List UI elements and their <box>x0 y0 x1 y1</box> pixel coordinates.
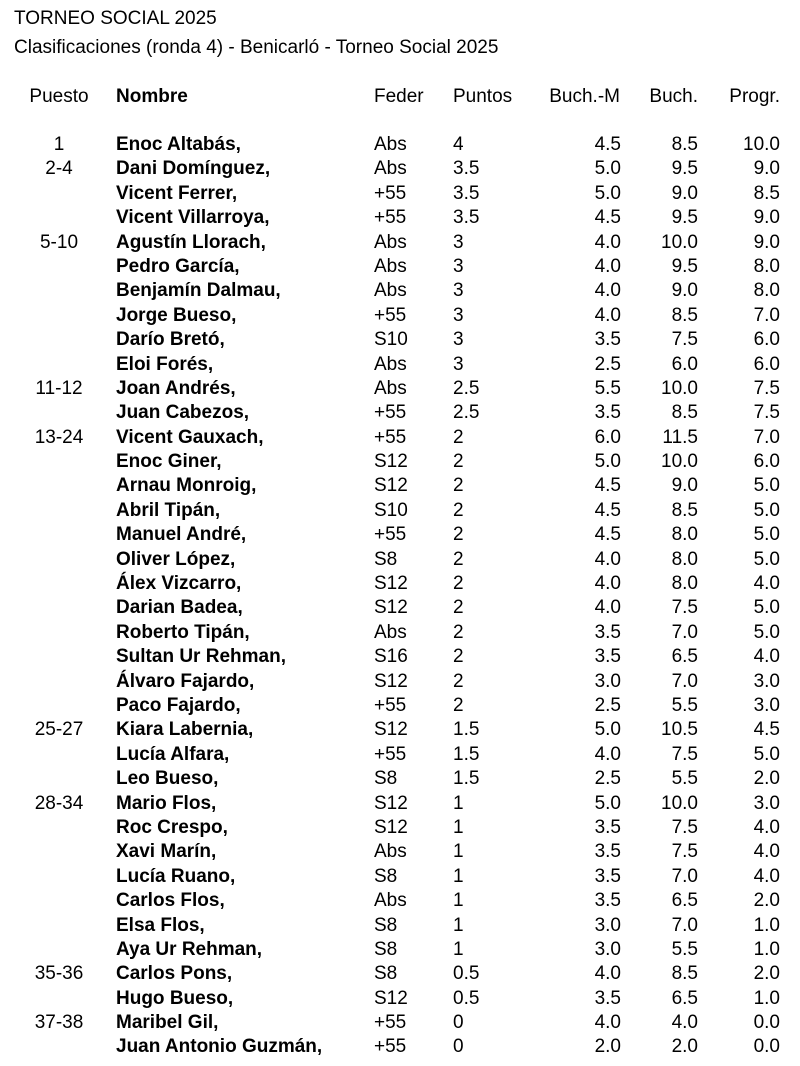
cell-progr: 2.0 <box>753 768 780 790</box>
cell-feder: S8 <box>374 768 398 790</box>
table-row <box>0 840 800 864</box>
cell-buch: 4.0 <box>671 1012 698 1034</box>
table-row <box>0 670 800 694</box>
cell-puntos: 1.5 <box>453 768 480 790</box>
cell-puntos: 1 <box>453 938 464 960</box>
cell-nombre: Arnau Monroig, <box>116 475 257 497</box>
cell-feder: +55 <box>374 402 407 424</box>
cell-buch: 7.0 <box>671 865 698 887</box>
cell-nombre: Leo Bueso, <box>116 768 219 790</box>
cell-feder: Abs <box>374 841 407 863</box>
cell-buchm: 4.0 <box>594 963 621 985</box>
cell-nombre: Hugo Bueso, <box>116 987 234 1009</box>
cell-puntos: 0 <box>453 1012 464 1034</box>
cell-progr: 5.0 <box>753 743 780 765</box>
cell-feder: S12 <box>374 792 408 814</box>
cell-feder: +55 <box>374 1036 407 1058</box>
cell-progr: 1.0 <box>753 987 780 1009</box>
cell-progr: 6.0 <box>753 451 780 473</box>
cell-puntos: 0 <box>453 1036 464 1058</box>
header-feder: Feder <box>374 86 424 107</box>
cell-progr: 3.0 <box>753 694 780 716</box>
cell-puesto: 25-27 <box>34 719 84 741</box>
cell-nombre: Agustín Llorach, <box>116 231 266 253</box>
cell-progr: 5.0 <box>753 499 780 521</box>
cell-nombre: Enoc Giner, <box>116 451 222 473</box>
cell-buchm: 5.0 <box>594 792 621 814</box>
cell-puntos: 1 <box>453 792 464 814</box>
cell-puntos: 2 <box>453 451 464 473</box>
cell-nombre: Darío Bretó, <box>116 329 225 351</box>
cell-progr: 9.0 <box>753 231 780 253</box>
cell-feder: Abs <box>374 255 407 277</box>
cell-puesto: 37-38 <box>34 1012 84 1034</box>
cell-buchm: 3.5 <box>594 890 621 912</box>
cell-nombre: Manuel André, <box>116 524 247 546</box>
standings-table-body <box>0 133 800 1060</box>
cell-puntos: 2 <box>453 475 464 497</box>
cell-puntos: 2.5 <box>453 402 480 424</box>
cell-feder: S12 <box>374 573 408 595</box>
table-row <box>0 1035 800 1059</box>
table-row <box>0 426 800 450</box>
cell-progr: 2.0 <box>753 890 780 912</box>
cell-nombre: Pedro García, <box>116 255 240 277</box>
table-row <box>0 718 800 742</box>
cell-feder: Abs <box>374 621 407 643</box>
header-buchm: Buch.-M <box>549 86 620 107</box>
cell-nombre: Roc Crespo, <box>116 816 228 838</box>
cell-feder: S12 <box>374 719 408 741</box>
cell-feder: Abs <box>374 890 407 912</box>
cell-buchm: 4.5 <box>594 524 621 546</box>
cell-nombre: Darian Badea, <box>116 597 243 619</box>
cell-progr: 4.5 <box>753 719 780 741</box>
cell-nombre: Elsa Flos, <box>116 914 205 936</box>
cell-buchm: 4.5 <box>594 207 621 229</box>
cell-buchm: 4.0 <box>594 231 621 253</box>
cell-nombre: Álvaro Fajardo, <box>116 670 255 692</box>
cell-progr: 4.0 <box>753 816 780 838</box>
cell-nombre: Carlos Pons, <box>116 963 233 985</box>
cell-nombre: Joan Andrés, <box>116 377 236 399</box>
cell-buch: 9.5 <box>671 158 698 180</box>
cell-nombre: Sultan Ur Rehman, <box>116 646 286 668</box>
cell-puntos: 3.5 <box>453 182 480 204</box>
cell-buch: 7.5 <box>671 329 698 351</box>
header-puntos: Puntos <box>453 86 513 107</box>
cell-puntos: 1 <box>453 865 464 887</box>
cell-nombre: Juan Cabezos, <box>116 402 250 424</box>
cell-nombre: Roberto Tipán, <box>116 621 250 643</box>
cell-nombre: Kiara Labernia, <box>116 719 254 741</box>
cell-puntos: 3 <box>453 280 464 302</box>
cell-puesto: 1 <box>53 134 65 155</box>
cell-progr: 7.0 <box>753 304 780 326</box>
cell-buch: 7.5 <box>671 841 698 863</box>
cell-feder: S12 <box>374 475 408 497</box>
cell-buch: 6.5 <box>671 890 698 912</box>
cell-puntos: 2 <box>453 426 464 448</box>
cell-puesto: 5-10 <box>39 231 79 253</box>
table-row <box>0 304 800 328</box>
cell-buch: 7.0 <box>671 670 698 692</box>
cell-feder: +55 <box>374 743 407 765</box>
table-row <box>0 645 800 669</box>
cell-buch: 8.5 <box>671 963 698 985</box>
cell-buch: 7.5 <box>671 816 698 838</box>
cell-progr: 5.0 <box>753 524 780 546</box>
cell-buchm: 3.5 <box>594 646 621 668</box>
cell-nombre: Dani Domínguez, <box>116 158 271 180</box>
cell-puntos: 4 <box>453 134 464 155</box>
cell-puntos: 3 <box>453 255 464 277</box>
cell-progr: 5.0 <box>753 621 780 643</box>
cell-buch: 7.5 <box>671 743 698 765</box>
header-puesto: Puesto <box>29 86 89 107</box>
cell-puntos: 1 <box>453 841 464 863</box>
cell-buchm: 4.0 <box>594 548 621 570</box>
cell-buchm: 2.5 <box>594 768 621 790</box>
cell-nombre: Lucía Alfara, <box>116 743 230 765</box>
table-row <box>0 182 800 206</box>
header-nombre: Nombre <box>116 86 188 107</box>
table-row <box>0 206 800 230</box>
cell-buchm: 3.5 <box>594 402 621 424</box>
cell-buch: 2.0 <box>671 1036 698 1058</box>
cell-nombre: Lucía Ruano, <box>116 865 236 887</box>
cell-puesto: 2-4 <box>45 158 73 180</box>
cell-puntos: 2 <box>453 646 464 668</box>
cell-nombre: Oliver López, <box>116 548 236 570</box>
cell-buchm: 4.5 <box>594 499 621 521</box>
cell-buchm: 4.5 <box>594 134 621 155</box>
cell-progr: 1.0 <box>753 914 780 936</box>
cell-puntos: 2 <box>453 524 464 546</box>
cell-progr: 0.0 <box>753 1012 780 1034</box>
cell-buch: 9.5 <box>671 207 698 229</box>
cell-buch: 7.5 <box>671 597 698 619</box>
cell-feder: +55 <box>374 694 407 716</box>
table-row <box>0 987 800 1011</box>
cell-buch: 5.5 <box>671 694 698 716</box>
cell-buchm: 3.0 <box>594 938 621 960</box>
cell-feder: S10 <box>374 329 408 351</box>
table-header <box>0 86 800 112</box>
table-row <box>0 523 800 547</box>
cell-buchm: 4.0 <box>594 1012 621 1034</box>
cell-nombre: Jorge Bueso, <box>116 304 237 326</box>
cell-progr: 3.0 <box>753 670 780 692</box>
cell-nombre: Eloi Forés, <box>116 353 214 375</box>
cell-progr: 4.0 <box>753 841 780 863</box>
cell-progr: 0.0 <box>753 1036 780 1058</box>
cell-buch: 8.5 <box>671 402 698 424</box>
table-row <box>0 377 800 401</box>
cell-progr: 6.0 <box>753 329 780 351</box>
cell-buch: 10.0 <box>661 377 698 399</box>
cell-buchm: 4.0 <box>594 280 621 302</box>
cell-progr: 4.0 <box>753 865 780 887</box>
cell-progr: 9.0 <box>753 207 780 229</box>
cell-puntos: 0.5 <box>453 963 480 985</box>
cell-buchm: 5.0 <box>594 451 621 473</box>
cell-buchm: 2.5 <box>594 353 621 375</box>
cell-feder: S16 <box>374 646 408 668</box>
cell-puntos: 2 <box>453 499 464 521</box>
cell-puntos: 1.5 <box>453 719 480 741</box>
cell-buch: 5.5 <box>671 768 698 790</box>
cell-progr: 7.5 <box>753 377 780 399</box>
cell-feder: Abs <box>374 134 407 155</box>
cell-puntos: 2 <box>453 670 464 692</box>
cell-nombre: Carlos Flos, <box>116 890 225 912</box>
table-row <box>0 1011 800 1035</box>
cell-progr: 5.0 <box>753 597 780 619</box>
cell-buchm: 3.0 <box>594 914 621 936</box>
cell-progr: 8.0 <box>753 255 780 277</box>
cell-puesto: 13-24 <box>34 426 84 448</box>
cell-feder: +55 <box>374 207 407 229</box>
cell-buchm: 4.5 <box>594 475 621 497</box>
cell-feder: +55 <box>374 182 407 204</box>
cell-puntos: 1 <box>453 816 464 838</box>
cell-buch: 8.0 <box>671 573 698 595</box>
cell-progr: 2.0 <box>753 963 780 985</box>
cell-buch: 8.5 <box>671 304 698 326</box>
table-row <box>0 914 800 938</box>
cell-buchm: 4.0 <box>594 597 621 619</box>
cell-buchm: 3.0 <box>594 670 621 692</box>
header-buch: Buch. <box>649 86 698 107</box>
cell-progr: 6.0 <box>753 353 780 375</box>
cell-buch: 8.5 <box>671 499 698 521</box>
cell-puntos: 2 <box>453 597 464 619</box>
cell-puntos: 1 <box>453 914 464 936</box>
cell-puntos: 1 <box>453 890 464 912</box>
cell-puntos: 2 <box>453 621 464 643</box>
cell-puntos: 2 <box>453 573 464 595</box>
cell-nombre: Xavi Marín, <box>116 841 217 863</box>
document-title: TORNEO SOCIAL 2025 <box>14 8 217 29</box>
cell-feder: S8 <box>374 548 398 570</box>
cell-feder: +55 <box>374 524 407 546</box>
cell-nombre: Abril Tipán, <box>116 499 221 521</box>
cell-feder: +55 <box>374 304 407 326</box>
document-subtitle: Clasificaciones (ronda 4) - Benicarló - Torneo Social 2025 <box>14 37 499 58</box>
cell-buch: 9.0 <box>671 280 698 302</box>
cell-buchm: 4.0 <box>594 255 621 277</box>
cell-feder: Abs <box>374 377 407 399</box>
table-row <box>0 792 800 816</box>
cell-puesto: 28-34 <box>34 792 84 814</box>
cell-puntos: 3 <box>453 329 464 351</box>
cell-puntos: 2 <box>453 548 464 570</box>
table-row <box>0 743 800 767</box>
cell-buchm: 3.5 <box>594 987 621 1009</box>
table-row <box>0 767 800 791</box>
cell-feder: Abs <box>374 158 407 180</box>
cell-nombre: Juan Antonio Guzmán, <box>116 1036 323 1058</box>
cell-puntos: 1.5 <box>453 743 480 765</box>
cell-buch: 10.0 <box>661 451 698 473</box>
cell-feder: Abs <box>374 353 407 375</box>
cell-buch: 9.0 <box>671 475 698 497</box>
cell-progr: 5.0 <box>753 475 780 497</box>
cell-buchm: 3.5 <box>594 841 621 863</box>
cell-buchm: 4.0 <box>594 573 621 595</box>
cell-puntos: 3 <box>453 231 464 253</box>
cell-buch: 8.0 <box>671 548 698 570</box>
cell-feder: S12 <box>374 816 408 838</box>
cell-buchm: 6.0 <box>594 426 621 448</box>
table-row <box>0 694 800 718</box>
table-row <box>0 621 800 645</box>
table-row <box>0 353 800 377</box>
table-row <box>0 816 800 840</box>
cell-puntos: 0.5 <box>453 987 480 1009</box>
cell-buchm: 4.0 <box>594 304 621 326</box>
cell-buchm: 5.0 <box>594 158 621 180</box>
table-row <box>0 157 800 181</box>
cell-progr: 10.0 <box>743 134 780 155</box>
table-row <box>0 328 800 352</box>
cell-progr: 3.0 <box>753 792 780 814</box>
cell-feder: Abs <box>374 231 407 253</box>
cell-feder: Abs <box>374 280 407 302</box>
cell-nombre: Paco Fajardo, <box>116 694 241 716</box>
table-row <box>0 450 800 474</box>
cell-puesto: 11-12 <box>35 377 83 399</box>
cell-progr: 5.0 <box>753 548 780 570</box>
cell-puntos: 3.5 <box>453 158 480 180</box>
table-row <box>0 474 800 498</box>
cell-progr: 7.5 <box>753 402 780 424</box>
cell-nombre: Mario Flos, <box>116 792 217 814</box>
cell-feder: S8 <box>374 938 398 960</box>
cell-nombre: Álex Vizcarro, <box>116 573 242 595</box>
table-row <box>0 962 800 986</box>
cell-progr: 1.0 <box>753 938 780 960</box>
table-row <box>0 596 800 620</box>
table-row <box>0 572 800 596</box>
cell-buchm: 5.0 <box>594 719 621 741</box>
cell-feder: S10 <box>374 499 408 521</box>
table-row <box>0 865 800 889</box>
cell-progr: 4.0 <box>753 646 780 668</box>
table-row <box>0 133 800 157</box>
cell-buchm: 3.5 <box>594 865 621 887</box>
cell-buch: 6.0 <box>671 353 698 375</box>
cell-buchm: 3.5 <box>594 621 621 643</box>
cell-progr: 9.0 <box>753 158 780 180</box>
cell-feder: S12 <box>374 670 408 692</box>
cell-buchm: 4.0 <box>594 743 621 765</box>
cell-buchm: 3.5 <box>594 816 621 838</box>
cell-puesto: 35-36 <box>34 963 84 985</box>
cell-buch: 8.5 <box>671 134 698 155</box>
cell-buchm: 2.0 <box>594 1036 621 1058</box>
cell-nombre: Maribel Gil, <box>116 1012 219 1034</box>
cell-puntos: 3 <box>453 353 464 375</box>
cell-puntos: 3 <box>453 304 464 326</box>
cell-progr: 7.0 <box>753 426 780 448</box>
cell-nombre: Vicent Ferrer, <box>116 182 238 204</box>
table-row <box>0 889 800 913</box>
cell-buch: 10.0 <box>661 231 698 253</box>
cell-puntos: 3.5 <box>453 207 480 229</box>
cell-progr: 4.0 <box>753 573 780 595</box>
cell-buch: 7.0 <box>671 621 698 643</box>
cell-nombre: Enoc Altabás, <box>116 134 241 155</box>
cell-buch: 9.5 <box>671 255 698 277</box>
cell-feder: S12 <box>374 987 408 1009</box>
table-row <box>0 499 800 523</box>
cell-progr: 8.5 <box>753 182 780 204</box>
cell-nombre: Aya Ur Rehman, <box>116 938 263 960</box>
cell-progr: 8.0 <box>753 280 780 302</box>
table-row <box>0 255 800 279</box>
table-row <box>0 938 800 962</box>
cell-buch: 7.0 <box>671 914 698 936</box>
cell-nombre: Vicent Gauxach, <box>116 426 264 448</box>
table-row <box>0 401 800 425</box>
cell-puntos: 2.5 <box>453 377 480 399</box>
cell-feder: +55 <box>374 1012 407 1034</box>
table-row <box>0 279 800 303</box>
cell-buch: 9.0 <box>671 182 698 204</box>
cell-feder: S12 <box>374 451 408 473</box>
cell-buch: 5.5 <box>671 938 698 960</box>
cell-buch: 8.0 <box>671 524 698 546</box>
cell-buchm: 3.5 <box>594 329 621 351</box>
cell-feder: +55 <box>374 426 407 448</box>
header-progr: Progr. <box>729 86 780 107</box>
cell-buch: 6.5 <box>671 987 698 1009</box>
cell-feder: S8 <box>374 865 398 887</box>
cell-buch: 10.5 <box>661 719 698 741</box>
table-row <box>0 548 800 572</box>
cell-feder: S8 <box>374 914 398 936</box>
cell-buchm: 2.5 <box>594 694 621 716</box>
cell-buch: 10.0 <box>661 792 698 814</box>
cell-nombre: Vicent Villarroya, <box>116 207 270 229</box>
cell-feder: S12 <box>374 597 408 619</box>
table-row <box>0 231 800 255</box>
cell-buch: 6.5 <box>671 646 698 668</box>
cell-buchm: 5.0 <box>594 182 621 204</box>
cell-buchm: 5.5 <box>594 377 621 399</box>
cell-buch: 11.5 <box>662 426 698 448</box>
cell-nombre: Benjamín Dalmau, <box>116 280 281 302</box>
cell-feder: S8 <box>374 963 398 985</box>
cell-puntos: 2 <box>453 694 464 716</box>
